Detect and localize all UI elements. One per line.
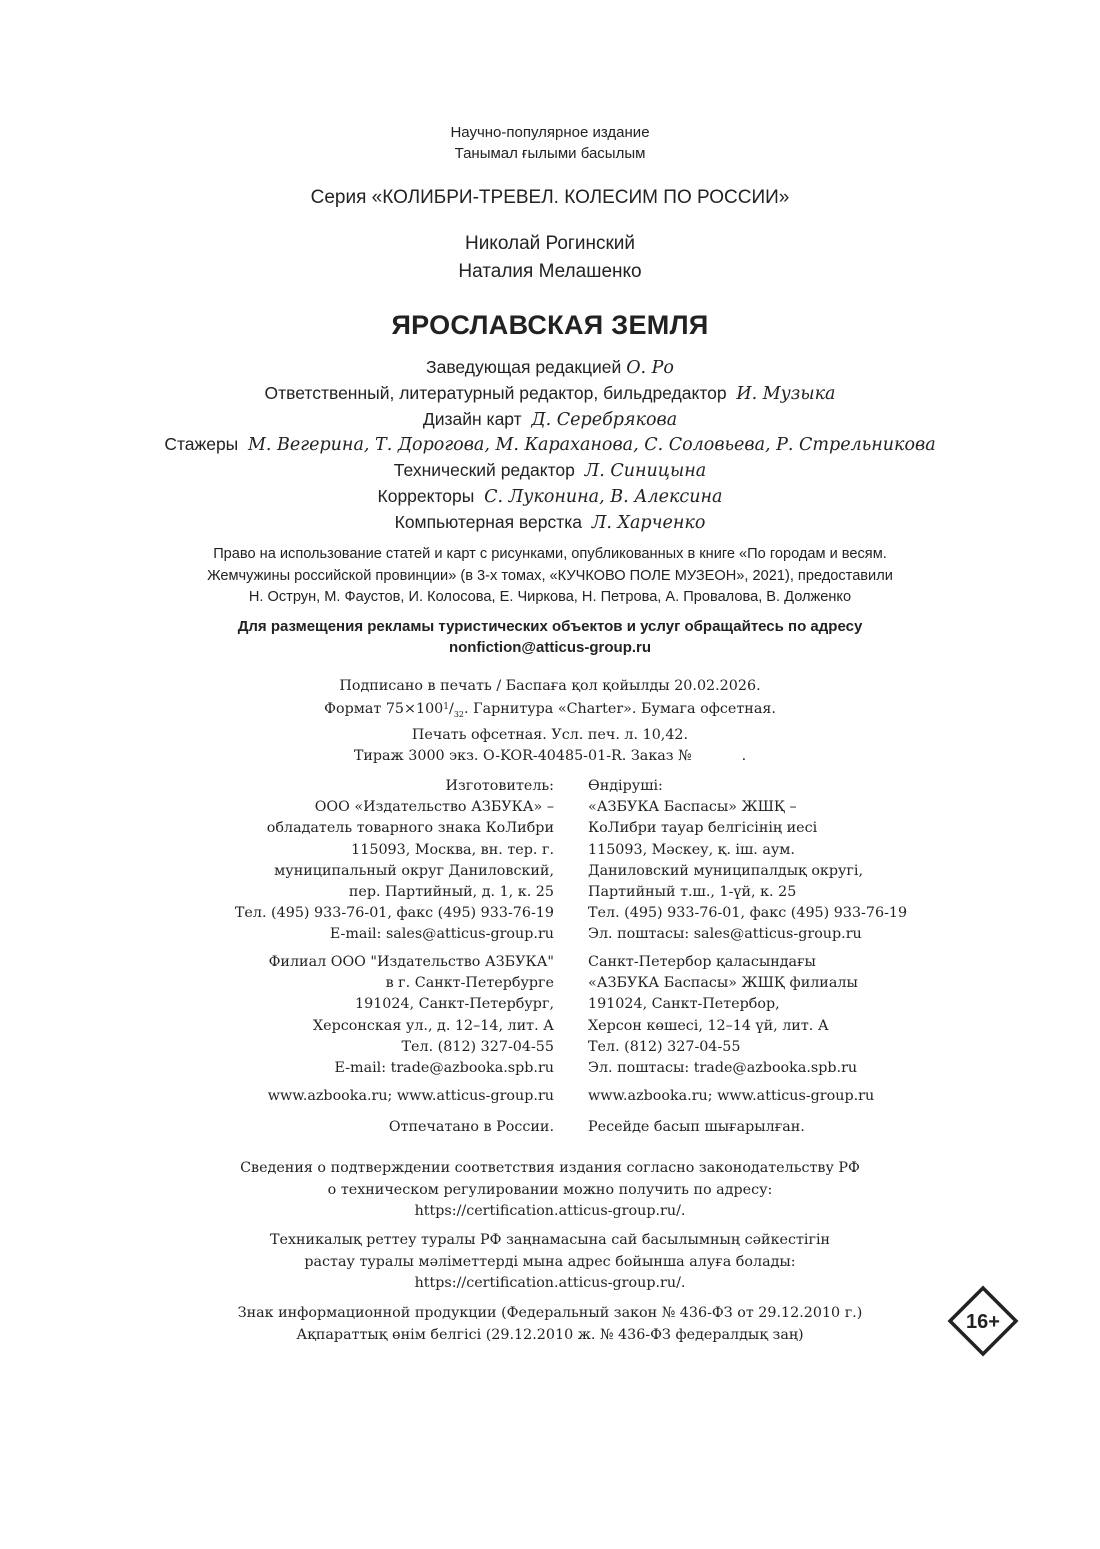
credit-line (0, 355, 1100, 381)
credit-names: И. Музыка (736, 383, 836, 404)
certification-ru-line: о техническом регулировании можно получить по адресу: (327, 1181, 773, 1198)
branch-ru-line: Херсонская ул., д. 12–14, лит. А (312, 1017, 554, 1034)
credit-role: Корректоры (377, 485, 475, 506)
info-product-sign (0, 1303, 1100, 1346)
websites-ru-link[interactable]: www.azbooka.ru; www.atticus-group.ru (267, 1088, 554, 1104)
credit-role: Дизайн карт (422, 408, 522, 429)
credit-role: Заведующая редакцией (426, 357, 622, 377)
credits-list (0, 355, 1100, 536)
print-run: Тираж 3000 экз. O-KOR-40485-01-R. Заказ № . (353, 747, 747, 764)
branch-kz-line: 191024, Санкт-Петербор, (588, 996, 780, 1013)
rights-line: Н. Острун, М. Фаустов, И. Колосова, Е. Чиркова, Н. Петрова, А. Провалова, В. Долженко (248, 589, 852, 605)
branch-kz-line: Санкт-Петербор қаласындағы (588, 954, 816, 970)
credit-names: Д. Серебрякова (531, 409, 678, 430)
author-name: Наталия Мелашенко (458, 261, 642, 282)
branch-kz-line: «АЗБУКА Баспасы» ЖШҚ филиалы (588, 975, 858, 992)
credit-role: Компьютерная верстка (394, 511, 583, 532)
manufacturer-kz-line: 115093, Мәскеу, қ. іш. аум. (588, 841, 795, 858)
manufacturer-kz (588, 776, 907, 946)
manufacturer-ru-line: муниципальный округ Даниловский, (274, 862, 554, 879)
manufacturer-ru-line: Тел. (495) 933-76-01, факс (495) 933-76-19 (234, 905, 554, 922)
branch-kz-line: Тел. (812) 327-04-55 (588, 1038, 741, 1055)
manufacturer-ru-line: ООО «Издательство АЗБУКА» – (314, 799, 554, 816)
series-name: Серия «КОЛИБРИ-ТРЕВЕЛ. КОЛЕСИМ ПО РОССИИ» (310, 187, 790, 208)
advertising-email-link[interactable]: nonfiction@atticus-group.ru (448, 639, 652, 656)
manufacturer-kz-line: «АЗБУКА Баспасы» ЖШҚ – (588, 799, 797, 816)
certification-kz (0, 1230, 1100, 1295)
certification-ru-line: Сведения о подтверждении соответствия издания согласно законодательству РФ (240, 1160, 860, 1176)
credit-line (0, 510, 1100, 536)
edition-type-kz: Танымал ғылыми басылым (454, 145, 646, 162)
edition-type (0, 122, 1100, 164)
advertising-text: Для размещения рекламы туристических объектов и услуг обращайтесь по адресу (237, 618, 863, 635)
format-line (0, 697, 1100, 726)
format-prefix: Формат 75×100 (324, 700, 444, 717)
branch-ru-line: в г. Санкт-Петербурге (385, 975, 554, 992)
credit-line (0, 381, 1100, 407)
manufacturer-ru-line: обладатель товарного знака КоЛибри (266, 820, 554, 837)
branch-ru-line: 191024, Санкт-Петербург, (355, 996, 554, 1013)
credit-names: М. Вегерина, Т. Дорогова, М. Караханова, С. Соловьева, Р. Стрельникова (248, 435, 936, 456)
advertising-contact (0, 616, 1100, 658)
credit-names: Л. Харченко (591, 512, 706, 533)
print-method: Печать офсетная. Усл. печ. л. 10,42. (411, 727, 689, 743)
certification-kz-link[interactable]: https://certification.atticus-group.ru/. (414, 1275, 686, 1291)
manufacturer-kz-email[interactable]: Эл. поштасы: sales@atticus-group.ru (588, 926, 862, 943)
rights-line: Жемчужины российской провинции» (в 3-х томах, «КУЧКОВО ПОЛЕ МУЗЕОН», 2021), предоставили (207, 567, 893, 584)
manufacturer-ru-email[interactable]: E-mail: sales@atticus-group.ru (329, 926, 554, 943)
branch-ru (269, 952, 554, 1079)
certification-ru (0, 1158, 1100, 1223)
certification-ru-link[interactable]: https://certification.atticus-group.ru/. (414, 1203, 686, 1219)
print-details (0, 676, 1100, 766)
manufacturer-ru-line: 115093, Москва, вн. тер. г. (351, 841, 554, 858)
age-rating-badge (947, 1285, 1019, 1357)
credit-names: Л. Синицына (584, 461, 707, 482)
signed-to-print: Подписано в печать / Баспаға қол қойылды 20.02.2026. (339, 678, 761, 694)
branch-kz-email[interactable]: Эл. поштасы: trade@azbooka.spb.ru (588, 1060, 858, 1077)
printed-in-ru: Отпечатано в России. (388, 1119, 554, 1135)
websites-kz-link[interactable]: www.azbooka.ru; www.atticus-group.ru (588, 1088, 875, 1104)
credit-role: Стажеры (164, 434, 239, 455)
manufacturer-ru-line: Изготовитель: (445, 778, 554, 794)
branch-ru-line: Тел. (812) 327-04-55 (401, 1038, 554, 1055)
credit-names: С. Луконина, В. Алексина (484, 486, 723, 507)
format-numerator: 1 (443, 701, 450, 712)
manufacturer-kz-line: Даниловский муниципалдық округі, (588, 862, 864, 879)
credit-line (0, 407, 1100, 433)
certification-kz-line: растау туралы мәліметтерді мына адрес бойынша алуға болады: (304, 1253, 796, 1270)
branch-kz (588, 952, 858, 1079)
credit-role: Технический редактор (393, 460, 575, 481)
age-rating-label: 16+ (966, 1311, 1000, 1333)
credit-line (0, 432, 1100, 458)
credit-line (0, 458, 1100, 484)
book-title: ЯРОСЛАВСКАЯ ЗЕМЛЯ (391, 310, 709, 340)
manufacturer-kz-line: КоЛибри тауар белгісінің иесі (588, 820, 818, 837)
info-sign-kz: Ақпараттық өнім белгісі (29.12.2010 ж. № 436-ФЗ федералдық заң) (296, 1326, 804, 1343)
manufacturer-kz-line: Партийный т.ш., 1-үй, к. 25 (588, 884, 797, 901)
edition-type-ru: Научно-популярное издание (450, 124, 650, 141)
credit-names: О. Ро (626, 358, 674, 378)
manufacturer-kz-line: Өндіруші: (588, 778, 663, 794)
certification-kz-line: Техникалық реттеу туралы РФ заңнамасына сай басылымның сәйкестігін (269, 1232, 831, 1248)
format-slash: / (449, 700, 454, 717)
author-name: Николай Рогинский (464, 233, 636, 254)
authors (0, 230, 1100, 286)
manufacturer-kz-line: Тел. (495) 933-76-01, факс (495) 933-76-19 (588, 905, 908, 922)
manufacturer-ru (235, 776, 554, 946)
info-sign-ru: Знак информационной продукции (Федеральный закон № 436-ФЗ от 29.12.2010 г.) (237, 1305, 863, 1321)
credit-role: Ответственный, литературный редактор, бильдредактор (264, 382, 727, 403)
format-suffix: . Гарнитура «Charter». Бумага офсетная. (464, 700, 776, 717)
branch-ru-line: Филиал ООО "Издательство АЗБУКА" (268, 954, 554, 970)
manufacturer-ru-line: пер. Партийный, д. 1, к. 25 (348, 884, 554, 901)
rights-notice (0, 544, 1100, 609)
branch-kz-line: Херсон көшесі, 12–14 үй, лит. А (588, 1017, 829, 1034)
format-denominator: 32 (453, 709, 465, 719)
credit-line (0, 484, 1100, 510)
rights-line: Право на использование статей и карт с рисунками, опубликованных в книге «По городам и весям. (213, 546, 887, 562)
branch-ru-email[interactable]: E-mail: trade@azbooka.spb.ru (334, 1060, 554, 1077)
printed-in-kz: Ресейде басып шығарылған. (588, 1119, 805, 1135)
